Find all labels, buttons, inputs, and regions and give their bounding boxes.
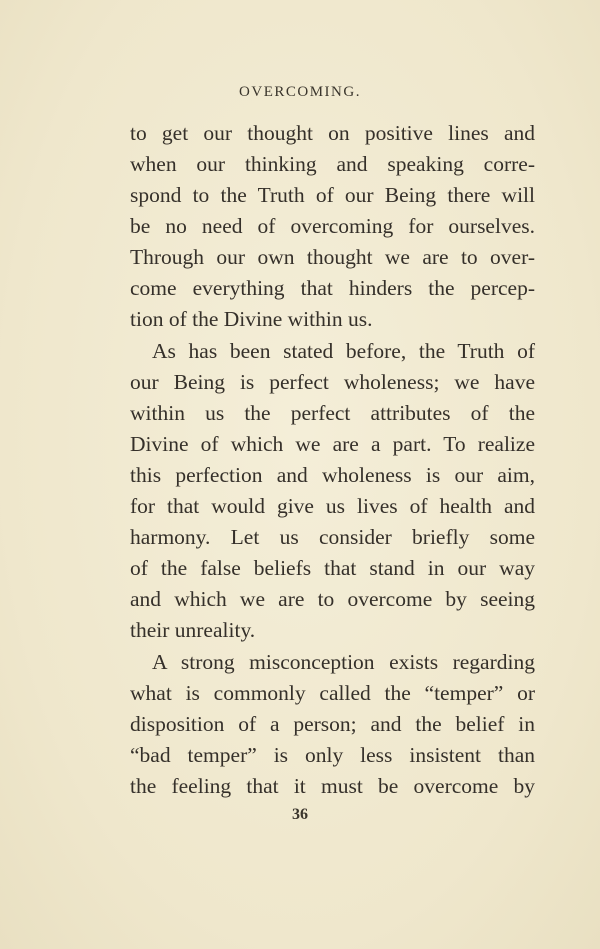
body-text <box>130 118 535 802</box>
text-line: the feeling that it must be overcome by <box>130 774 535 798</box>
text-line: harmony. Let us consider briefly some <box>130 525 535 549</box>
page-number: 36 <box>292 806 308 823</box>
text-line: within us the perfect attributes of the <box>130 401 535 425</box>
text-line: disposition of a person; and the belief in <box>130 712 535 736</box>
text-line: A strong misconception exists regarding <box>152 650 535 674</box>
text-line: their unreality. <box>130 618 256 642</box>
running-header: OVERCOMING. <box>239 84 361 100</box>
text-line: tion of the Divine within us. <box>130 307 373 331</box>
text-line: As has been stated before, the Truth of <box>152 339 535 363</box>
text-line: when our thinking and speaking corre- <box>130 152 535 176</box>
text-line: spond to the Truth of our Being there will <box>130 183 535 207</box>
text-line: this perfection and wholeness is our aim, <box>130 463 535 487</box>
text-line: and which we are to overcome by seeing <box>130 587 535 611</box>
text-line: our Being is perfect wholeness; we have <box>130 370 535 394</box>
text-line: of the false beliefs that stand in our way <box>130 556 535 580</box>
text-line: Divine of which we are a part. To realize <box>130 432 535 456</box>
paragraph-1 <box>130 118 535 335</box>
text-line: “bad temper” is only less insistent than <box>130 743 535 767</box>
text-line: come everything that hinders the percep- <box>130 276 535 300</box>
text-line: to get our thought on positive lines and <box>130 121 535 145</box>
text-line: what is commonly called the “temper” or <box>130 681 535 705</box>
text-line: be no need of overcoming for ourselves. <box>130 214 535 238</box>
paragraph-3 <box>130 647 535 802</box>
paragraph-2 <box>130 336 535 646</box>
text-line: Through our own thought we are to over- <box>130 245 535 269</box>
text-line: for that would give us lives of health and <box>130 494 535 518</box>
